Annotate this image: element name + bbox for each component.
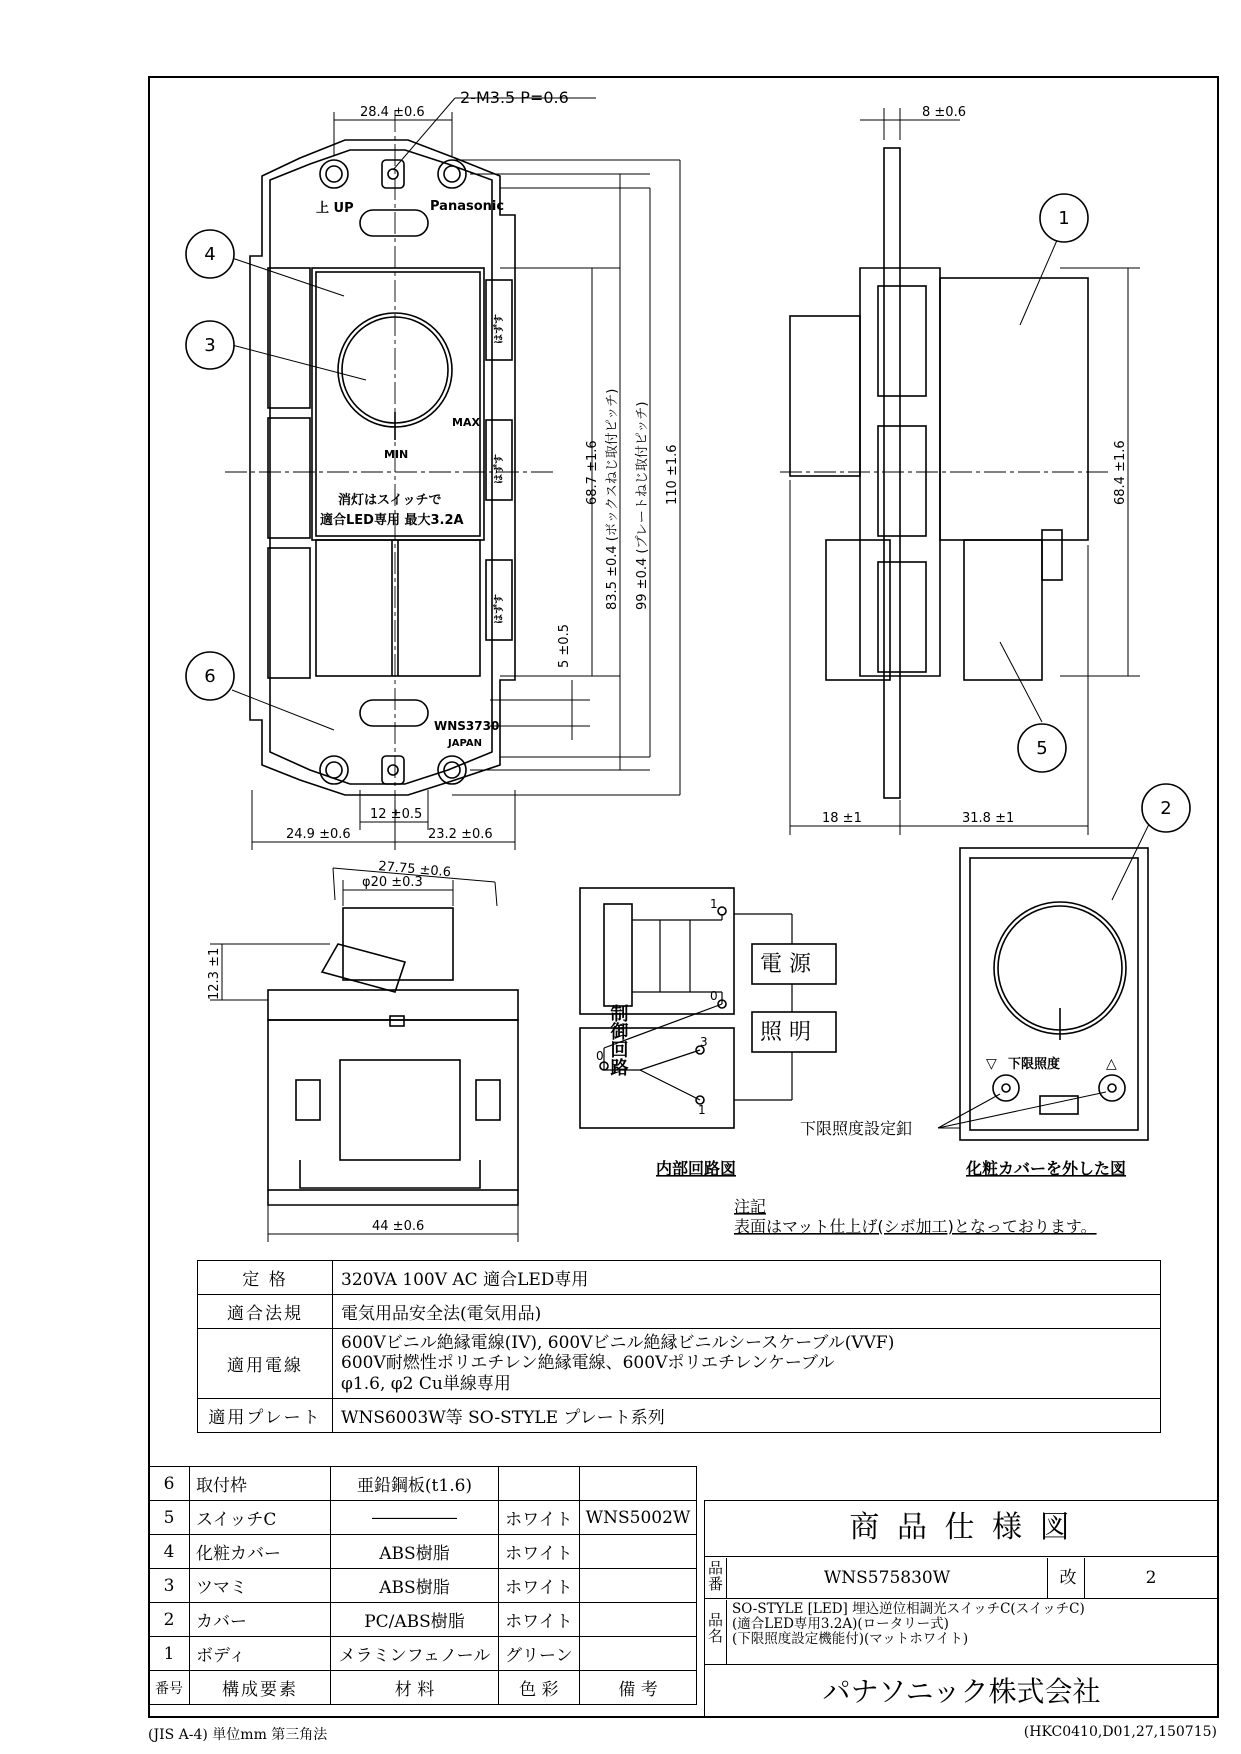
parts-row	[149, 1569, 697, 1603]
parts-color: ホワイト	[499, 1501, 580, 1535]
release-mark-1: はずす	[494, 314, 505, 344]
spec-value	[333, 1329, 1161, 1399]
spec-wire-line-3: φ1.6, φ2 Cu単線専用	[341, 1373, 511, 1394]
part-no: WNS575830W	[726, 1558, 1048, 1598]
parts-remark	[579, 1637, 697, 1671]
control-circuit-label: 制御回路	[607, 1004, 629, 1076]
caution-line-2: 適合LED専用 最大3.2A	[320, 513, 464, 528]
dim-24-9: 24.9 ±0.6	[286, 827, 351, 842]
dim-27-75: 27.75 ±0.6	[377, 859, 452, 881]
spec-key: 定 格	[198, 1261, 333, 1295]
min-mark: MIN	[384, 448, 409, 461]
setting-knob-label: 下限照度設定釦	[800, 1119, 913, 1138]
spec-wire-line-1: 600Vビニル絶縁電線(IV), 600Vビニル絶縁ビニルシースケーブル(VVF)	[341, 1333, 895, 1353]
parts-no: 6	[149, 1467, 190, 1501]
terminal-3: 3	[700, 1035, 708, 1049]
parts-remark	[579, 1569, 697, 1603]
parts-remark	[579, 1603, 697, 1637]
callout-6: 6	[204, 666, 216, 687]
release-mark-2: はずす	[494, 454, 505, 484]
up-triangle: △	[1106, 1056, 1117, 1072]
country-mark: JAPAN	[448, 738, 482, 749]
parts-material: ABS樹脂	[331, 1535, 499, 1569]
footer-left: (JIS A-4) 単位mm 第三角法	[148, 1727, 328, 1743]
parts-color: ホワイト	[499, 1569, 580, 1603]
up-mark: 上 UP	[316, 201, 354, 216]
parts-name: スイッチC	[190, 1501, 331, 1535]
footer-right: (HKC0410,D01,27,150715)	[1023, 1724, 1217, 1740]
cover-removed-caption: 化粧カバーを外した図	[966, 1159, 1127, 1178]
parts-name: ツマミ	[190, 1569, 331, 1603]
parts-color: ホワイト	[499, 1603, 580, 1637]
parts-name: 取付枠	[190, 1467, 331, 1501]
dim-side-18: 18 ±1	[822, 811, 862, 826]
terminal-0: 0	[710, 989, 718, 1003]
dim-5: 5 ±0.5	[557, 624, 572, 668]
part-no-label: 品番	[708, 1559, 724, 1593]
dim-side-68-4: 68.4 ±1.6	[1113, 440, 1128, 505]
dim-68-7: 68.7 ±1.6	[585, 440, 600, 505]
release-mark-3: はずす	[494, 594, 505, 624]
product-name	[732, 1602, 1212, 1647]
spec-key: 適用プレート	[198, 1399, 333, 1433]
dim-44: 44 ±0.6	[372, 1219, 425, 1234]
parts-no: 2	[149, 1603, 190, 1637]
spec-row	[198, 1329, 1161, 1399]
rev-label: 改	[1052, 1558, 1085, 1598]
callout-3: 3	[204, 335, 216, 356]
parts-row	[149, 1501, 697, 1535]
parts-table	[148, 1466, 697, 1705]
product-name-line-3: (下限照度設定機能付)(マットホワイト)	[732, 1631, 969, 1647]
dim-top-width: 28.4 ±0.6	[360, 105, 425, 120]
dim-99: 99 ±0.4 (プレートねじ取付ピッチ)	[635, 401, 650, 610]
spec-value: 320VA 100V AC 適合LED専用	[333, 1261, 1161, 1295]
lower-limit-label: 下限照度	[1008, 1057, 1061, 1072]
parts-row	[149, 1535, 697, 1569]
spec-row	[198, 1261, 1161, 1295]
title-divider	[704, 1598, 1219, 1599]
note-title: 注記	[734, 1197, 767, 1216]
note-text: 表面はマット仕上げ(シボ加工)となっております。	[734, 1217, 1097, 1236]
parts-material: ABS樹脂	[331, 1569, 499, 1603]
down-triangle: ▽	[986, 1056, 997, 1072]
spec-value: WNS6003W等 SO-STYLE プレート系列	[333, 1399, 1161, 1433]
callout-2: 2	[1160, 798, 1172, 819]
parts-no: 1	[149, 1637, 190, 1671]
parts-name: ボディ	[190, 1637, 331, 1671]
dim-phi20: φ20 ±0.3	[362, 875, 423, 890]
dim-side-31-8: 31.8 ±1	[962, 811, 1015, 826]
company-name: パナソニック株式会社	[704, 1664, 1219, 1719]
parts-name: 化粧カバー	[190, 1535, 331, 1569]
spec-wire-line-2: 600V耐燃性ポリエチレン絶縁電線、600Vポリエチレンケーブル	[341, 1353, 835, 1374]
parts-header-row	[149, 1671, 697, 1705]
terminal-1: 1	[710, 897, 718, 911]
callout-5: 5	[1036, 738, 1048, 759]
parts-remark	[579, 1535, 697, 1569]
spec-row	[198, 1295, 1161, 1329]
parts-no: 3	[149, 1569, 190, 1603]
product-name-line-1: SO-STYLE [LED] 埋込逆位相調光スイッチC(スイッチC)	[732, 1601, 1085, 1617]
parts-header-remark: 備 考	[579, 1671, 697, 1705]
spec-table	[197, 1260, 1161, 1433]
parts-remark: WNS5002W	[579, 1501, 697, 1535]
parts-row	[149, 1603, 697, 1637]
dim-110: 110 ±1.6	[665, 444, 680, 505]
spec-key: 適用電線	[198, 1329, 333, 1399]
parts-material: メラミンフェノール	[331, 1637, 499, 1671]
parts-name: カバー	[190, 1603, 331, 1637]
dim-83-5: 83.5 ±0.4 (ボックスねじ取付ピッチ)	[605, 388, 620, 610]
parts-remark	[579, 1467, 697, 1501]
parts-color: ホワイト	[499, 1535, 580, 1569]
caution-line-1: 消灯はスイッチで	[338, 493, 442, 508]
terminal-1b: 1	[698, 1103, 706, 1117]
parts-no: 4	[149, 1535, 190, 1569]
dim-23-2: 23.2 ±0.6	[428, 827, 493, 842]
brand-mark: Panasonic	[430, 199, 505, 214]
dim-12-3: 12.3 ±1	[207, 947, 222, 1000]
drawing-title: 商 品 仕 様 図	[704, 1500, 1219, 1557]
parts-row	[149, 1637, 697, 1671]
parts-header-no: 番号	[149, 1671, 190, 1705]
parts-header-material: 材 料	[331, 1671, 499, 1705]
power-label: 電 源	[760, 952, 811, 977]
model-mark: WNS3730	[434, 719, 500, 733]
name-divider	[726, 1600, 727, 1664]
spec-key: 適合法規	[198, 1295, 333, 1329]
parts-material: ―――――	[331, 1501, 499, 1535]
name-label: 品名	[708, 1611, 724, 1645]
circuit-caption: 内部回路図	[656, 1159, 737, 1178]
parts-color	[499, 1467, 580, 1501]
spec-row	[198, 1399, 1161, 1433]
screw-label: 2-M3.5 P=0.6	[460, 88, 569, 107]
parts-color: グリーン	[499, 1637, 580, 1671]
rev-value: 2	[1145, 1568, 1157, 1588]
parts-material: PC/ABS樹脂	[331, 1603, 499, 1637]
max-mark: MAX	[452, 416, 480, 429]
product-name-line-2: (適合LED専用3.2A)(ロータリー式)	[732, 1616, 949, 1632]
terminal-0b: 0	[596, 1049, 604, 1063]
parts-header-color: 色 彩	[499, 1671, 580, 1705]
callout-4: 4	[204, 244, 216, 265]
parts-header-name: 構成要素	[190, 1671, 331, 1705]
dim-12: 12 ±0.5	[370, 807, 423, 822]
spec-value: 電気用品安全法(電気用品)	[333, 1295, 1161, 1329]
parts-material: 亜鉛鋼板(t1.6)	[331, 1467, 499, 1501]
lighting-label: 照 明	[760, 1020, 811, 1045]
dim-side-depth: 8 ±0.6	[922, 105, 966, 120]
callout-1: 1	[1058, 208, 1070, 229]
parts-row	[149, 1467, 697, 1501]
parts-no: 5	[149, 1501, 190, 1535]
